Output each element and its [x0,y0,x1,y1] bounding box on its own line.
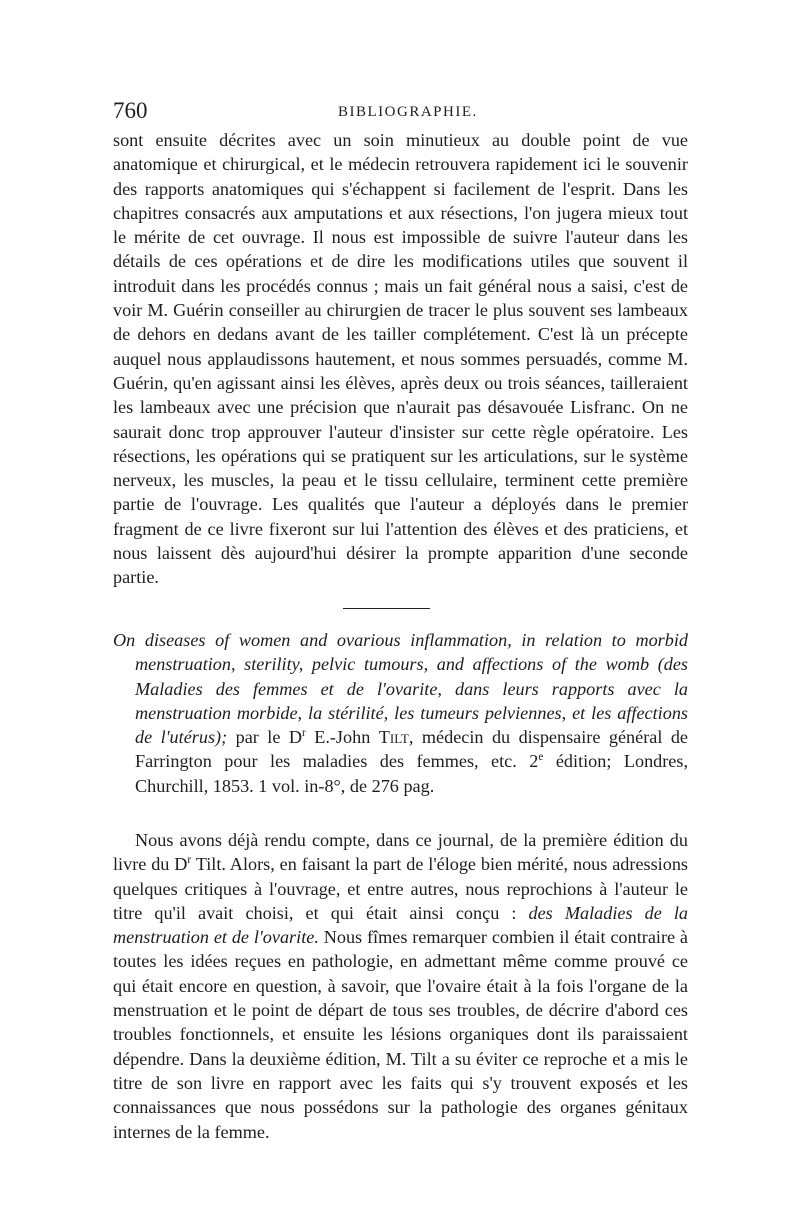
page-header [113,96,673,126]
publication-info: édition; Londres, Churchill, 1853. 1 vol. in-8°, de 276 pag. [135,751,689,796]
paragraph-2-part-1: Nous avons déjà rendu compte, dans ce journal, de la première édition du livre du D [113,830,688,875]
paragraph-2-sup: r [187,854,192,867]
paragraph-2-part-2: Tilt. Alors, en faisant la part de l'éloge bien mérité, nous adressions quelques critiques à l'ouvrage, et entre autres, nous reprochions à l'auteur le titre qu'il avait choisi, et qui était ainsi conçu : [113,854,688,923]
english-title: On diseases of women and ovarious inflammation, in relation to morbid menstruation, sterility, pelvic tumours, and affections of the womb [113,630,688,675]
section-divider [343,608,430,609]
author-sup: r [302,727,306,740]
paragraph-2-italic-title: des Maladies de la menstruation et de l'ovarite. [113,902,689,948]
author-surname: Tilt, [378,727,414,748]
edition-sup: e [538,751,544,764]
book-citation [113,628,688,798]
author-prefix: par le D [235,727,302,748]
review-paragraph-2 [113,828,688,1144]
french-title: (des Maladies des femmes et de l'ovarite, dans leurs rapports avec la menstruation morbide, la stérilité, les tumeurs pelviennes, et les affections de l'utérus); [135,654,688,748]
author-initial: E.-John [314,727,371,748]
page-number: 760 [113,98,148,123]
running-head: BIBLIOGRAPHIE. [338,104,478,120]
citation-details: médecin du dispensaire général de Farrington pour les maladies des femmes, etc. 2 [135,727,688,772]
review-paragraph-1: sont ensuite décrites avec un soin minutieux au double point de vue anatomique et chirurgical, et le médecin retrouvera rapidement ici le souvenir des rapports anatomiques qui s'échappent si facilement de l'esprit. Dans les chapitres consacrés aux amputations et aux résections, l'on jugera mieux tout le mérite de cet ouvrage. Il nous est impossible de suivre l'auteur dans les détails de ces opérations et de dire les modifications utiles que souvent il introduit dans les procédés connus ; mais un fait général nous a saisi, c'est de voir M. Guérin conseiller au chirurgien de tracer le plus souvent ses lambeaux de dehors en dedans avant de les tailler complétement. C'est là un précepte auquel nous applaudissons hautement, et nous sommes persuadés, comme M. Guérin, qu'en agissant ainsi les élèves, après deux ou trois séances, tailleraient les lambeaux avec une précision que n'aurait pas désavouée Lisfranc. On ne saurait donc trop approuver l'auteur d'insister sur cette règle opératoire. Les résections, les opérations qui se pratiquent sur les articulations, sur le système nerveux, les muscles, la peau et le tissu cellulaire, terminent cette première partie de l'ouvrage. Les qualités que l'auteur a déployés dans le premier fragment de ce livre fixeront sur lui l'attention des élèves et des praticiens, et nous laissent dès aujourd'hui désirer la prompte apparition d'une seconde partie. [113,130,688,588]
paragraph-2-part-3: Nous fîmes remarquer combien il était contraire à toutes les idées reçues en pathologie, en admettant même comme prouvé ce qui était encore en question, à savoir, que l'ovaire était à la fois l'organe de la menstruation et le point de départ de tous ses troubles, de décrire d'abord ces troubles fonctionnels, et ensuite les lésions organiques dont ils paraissaient dépendre. Dans la deuxième édition, M. Tilt a su éviter ce reproche et a mis le titre de son livre en rapport avec les faits qui s'y trouvent exposés et les connaissances que nous possédons sur la pathologie des organes génitaux internes de la femme. [113,927,689,1142]
